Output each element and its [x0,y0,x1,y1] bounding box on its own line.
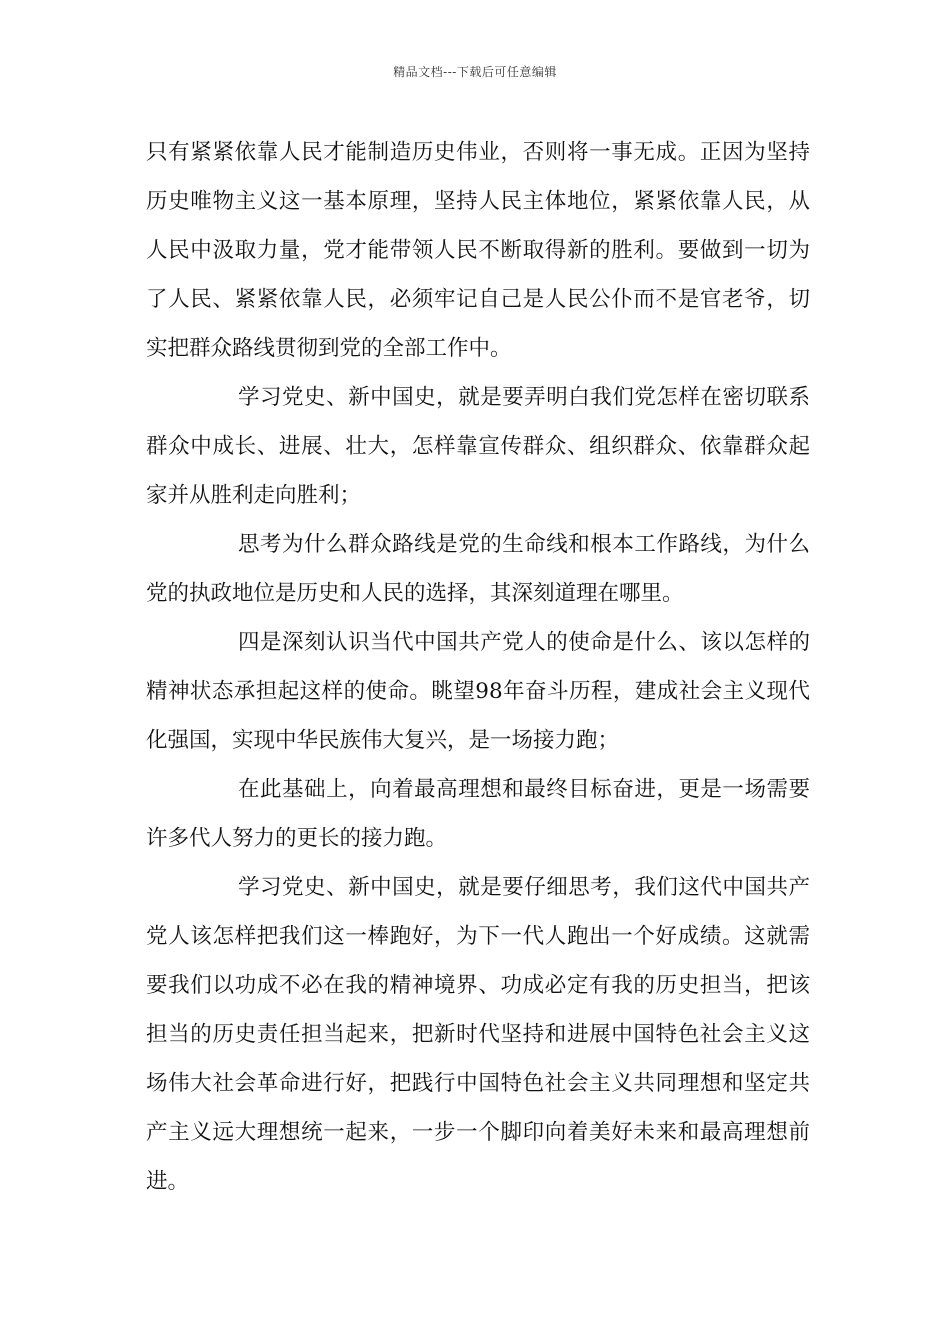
paragraph-6: 学习党史、新中国史，就是要仔细思考，我们这代中国共产党人该怎样把我们这一棒跑好，为下一代人跑出一个好成绩。这就需要我们以功成不必在我的精神境界、功成必定有我的历史担当，把该担当的历史责任担当起来，把新时代坚持和进展中国特色社会主义这场伟大社会革命进行好，把践行中国特色社会主义共同理想和坚定共产主义远大理想统一起来，一步一个脚印向着美好未来和最高理想前进。 [146,875,810,1194]
paragraph-4: 四是深刻认识当代中国共产党人的使命是什么、该以怎样的精神状态承担起这样的使命。眺望98年奋斗历程，建成社会主义现代化强国，实现中华民族伟大复兴，是一场接力跑； [146,630,810,753]
paragraph-2: 学习党史、新中国史，就是要弄明白我们党怎样在密切联系群众中成长、进展、壮大，怎样靠宣传群众、组织群众、依靠群众起家并从胜利走向胜利； [146,385,810,508]
document-body [146,128,810,1206]
page-header: 精品文档---下载后可任意编辑 [393,65,557,79]
paragraph-3: 思考为什么群众路线是党的生命线和根本工作路线，为什么党的执政地位是历史和人民的选择，其深刻道理在哪里。 [146,532,810,606]
paragraph-1: 只有紧紧依靠人民才能制造历史伟业，否则将一事无成。正因为坚持历史唯物主义这一基本原理，坚持人民主体地位，紧紧依靠人民，从人民中汲取力量，党才能带领人民不断取得新的胜利。要做到一切为了人民、紧紧依靠人民，必须牢记自己是人民公仆而不是官老爷，切实把群众路线贯彻到党的全部工作中。 [146,140,810,361]
paragraph-5: 在此基础上，向着最高理想和最终目标奋进，更是一场需要许多代人努力的更长的接力跑。 [146,777,810,851]
